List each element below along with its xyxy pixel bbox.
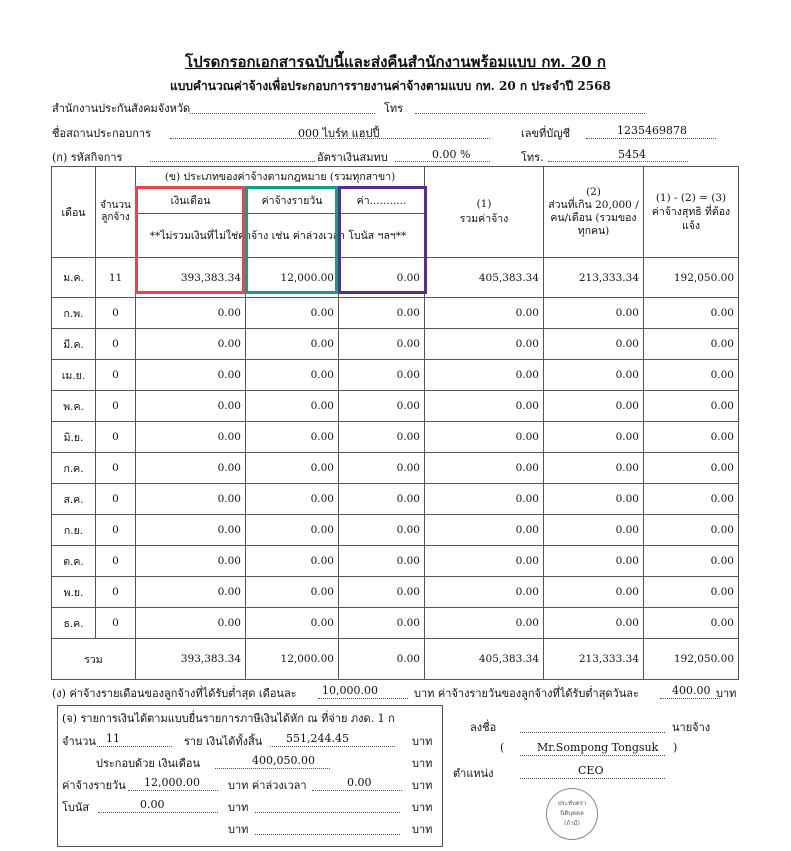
row-employee-count: 0 <box>96 577 136 608</box>
total-net: 192,050.00 <box>644 639 739 680</box>
row-excess[interactable]: 213,333.34 <box>544 258 644 298</box>
tax-count-field[interactable] <box>97 746 172 747</box>
row-other[interactable]: 0.00 <box>339 329 425 360</box>
close-paren: ) <box>673 741 678 754</box>
row-daily[interactable]: 0.00 <box>246 360 339 391</box>
min-monthly-value: 10,000.00 <box>322 684 378 697</box>
total-label: รวม <box>52 639 136 680</box>
table-row <box>52 453 739 484</box>
tax-income-field[interactable] <box>270 746 395 747</box>
tax-income-value: 551,244.45 <box>286 732 349 745</box>
stamp-line-1: ประทับตรา <box>557 800 587 807</box>
row-salary[interactable]: 0.00 <box>136 329 246 360</box>
total-total: 405,383.34 <box>425 639 544 680</box>
tax-ot-unit: บาท <box>412 779 433 792</box>
row-net[interactable]: 0.00 <box>644 422 739 453</box>
table-row <box>52 546 739 577</box>
row-month: มิ.ย. <box>52 422 96 453</box>
business-code-label: (ก) รหัสกิจการ <box>52 151 123 164</box>
company-label: ชื่อสถานประกอบการ <box>52 127 151 140</box>
row-month: พ.ค. <box>52 391 96 422</box>
account-label: เลขที่บัญชี <box>521 127 571 140</box>
row-salary[interactable]: 0.00 <box>136 515 246 546</box>
header-total-num: (1) <box>476 197 492 210</box>
account-field[interactable] <box>586 138 716 139</box>
total-other: 0.00 <box>339 639 425 680</box>
row-employee-count: 0 <box>96 453 136 484</box>
row-other[interactable]: 0.00 <box>339 360 425 391</box>
tax-count-value: 11 <box>106 732 120 745</box>
row-daily[interactable]: 0.00 <box>246 577 339 608</box>
row-net[interactable]: 0.00 <box>644 360 739 391</box>
header-net <box>644 167 739 258</box>
tax-ot-label: บาท ค่าล่วงเวลา <box>228 779 307 792</box>
row-excess[interactable]: 0.00 <box>544 515 644 546</box>
account-value: 1235469878 <box>617 124 687 137</box>
header-excess <box>544 167 644 258</box>
rate-label: อัตราเงินสมทบ <box>317 151 388 164</box>
header-month: เดือน <box>52 167 96 258</box>
tax-extra2-unit2: บาท <box>412 823 433 836</box>
business-code-field[interactable] <box>150 161 315 162</box>
header-wage-types: (ข) ประเภทของค่าจ้างตามกฎหมาย (รวมทุกสาขา) <box>136 167 425 187</box>
row-salary[interactable]: 393,383.34 <box>136 258 246 298</box>
row-month: เม.ย. <box>52 360 96 391</box>
position-value: CEO <box>578 764 604 777</box>
total-salary: 393,383.34 <box>136 639 246 680</box>
row-month: ก.ย. <box>52 515 96 546</box>
row-net[interactable]: 0.00 <box>644 298 739 329</box>
tax-composed-label: ประกอบด้วย เงินเดือน <box>96 757 200 770</box>
row-employee-count: 0 <box>96 391 136 422</box>
row-salary[interactable]: 0.00 <box>136 546 246 577</box>
row-net[interactable]: 0.00 <box>644 546 739 577</box>
header-total-label: รวมค่าจ้าง <box>459 212 509 225</box>
header-note: **ไม่รวมเงินที่ไม่ใช่ค่าจ้าง เช่น ค่าล่วงเวลา โบนัส ฯลฯ** <box>149 230 407 242</box>
row-excess[interactable]: 0.00 <box>544 608 644 639</box>
row-excess[interactable]: 0.00 <box>544 298 644 329</box>
open-paren: ( <box>500 741 505 754</box>
row-daily[interactable]: 0.00 <box>246 546 339 577</box>
row-total[interactable]: 405,383.34 <box>425 258 544 298</box>
office-label: สำนักงานประกันสังคมจังหวัด <box>52 102 191 115</box>
signer-name: Mr.Sompong Tongsuk <box>537 741 659 754</box>
header-excess-label: ส่วนที่เกิน 20,000 /คน/เดือน (รวมของทุกคน) <box>548 199 639 237</box>
row-other[interactable]: 0.00 <box>339 422 425 453</box>
row-daily[interactable]: 0.00 <box>246 484 339 515</box>
row-total[interactable]: 0.00 <box>425 577 544 608</box>
row-salary[interactable]: 0.00 <box>136 298 246 329</box>
row-daily[interactable]: 12,000.00 <box>246 258 339 298</box>
row-daily[interactable]: 0.00 <box>246 608 339 639</box>
row-excess[interactable]: 0.00 <box>544 484 644 515</box>
min-wage-unit: บาท <box>716 687 737 700</box>
company-seal-stamp <box>546 788 598 840</box>
total-excess: 213,333.34 <box>544 639 644 680</box>
tax-persons-label: ราย เงินได้ทั้งสิ้น <box>184 735 263 748</box>
row-total[interactable]: 0.00 <box>425 422 544 453</box>
row-salary[interactable]: 0.00 <box>136 422 246 453</box>
table-row <box>52 515 739 546</box>
row-daily[interactable]: 0.00 <box>246 329 339 360</box>
tax-income-unit: บาท <box>412 735 433 748</box>
rate-value: 0.00 % <box>432 148 471 161</box>
row-other[interactable]: 0.00 <box>339 453 425 484</box>
header-salary: เงินเดือน <box>136 187 246 214</box>
row-other[interactable]: 0.00 <box>339 515 425 546</box>
row-net[interactable]: 0.00 <box>644 484 739 515</box>
row-total[interactable]: 0.00 <box>425 484 544 515</box>
header-total-wage <box>425 167 544 258</box>
tax-bonus-unit: บาท <box>228 801 249 814</box>
row-excess[interactable]: 0.00 <box>544 329 644 360</box>
row-excess[interactable]: 0.00 <box>544 422 644 453</box>
min-daily-field[interactable] <box>660 698 720 699</box>
row-salary[interactable]: 0.00 <box>136 608 246 639</box>
row-excess[interactable]: 0.00 <box>544 577 644 608</box>
tax-ot-value: 0.00 <box>347 776 372 789</box>
row-net[interactable]: 0.00 <box>644 577 739 608</box>
row-employee-count: 0 <box>96 360 136 391</box>
row-employee-count: 0 <box>96 608 136 639</box>
row-excess[interactable]: 0.00 <box>544 453 644 484</box>
table-row <box>52 484 739 515</box>
min-daily-value: 400.00 <box>672 684 711 697</box>
row-excess[interactable]: 0.00 <box>544 391 644 422</box>
tax-count-label: จำนวน <box>62 735 96 748</box>
tax-salary-field[interactable] <box>215 768 330 769</box>
row-month: ม.ค. <box>52 258 96 298</box>
table-row <box>52 422 739 453</box>
row-employee-count: 0 <box>96 515 136 546</box>
row-net[interactable]: 0.00 <box>644 608 739 639</box>
row-salary[interactable]: 0.00 <box>136 453 246 484</box>
company-value: 000 ไบร์ท แฮปปี้ <box>298 127 380 140</box>
row-total[interactable]: 0.00 <box>425 608 544 639</box>
tel-field[interactable] <box>415 113 645 114</box>
table-row <box>52 360 739 391</box>
row-salary[interactable]: 0.00 <box>136 360 246 391</box>
table-row <box>52 577 739 608</box>
tax-extra2-field[interactable] <box>255 834 400 835</box>
row-total[interactable]: 0.00 <box>425 329 544 360</box>
row-net[interactable]: 0.00 <box>644 453 739 484</box>
row-month: ส.ค. <box>52 484 96 515</box>
header-other: ค่า........... <box>339 187 425 214</box>
row-employee-count: 0 <box>96 422 136 453</box>
row-other[interactable]: 0.00 <box>339 258 425 298</box>
row-employee-count: 0 <box>96 298 136 329</box>
name-field[interactable] <box>520 755 665 756</box>
other-highlight-box <box>338 186 427 294</box>
row-daily[interactable]: 0.00 <box>246 422 339 453</box>
row-other[interactable]: 0.00 <box>339 484 425 515</box>
row-other[interactable]: 0.00 <box>339 391 425 422</box>
row-total[interactable]: 0.00 <box>425 546 544 577</box>
tel2-field[interactable] <box>548 161 688 162</box>
table-row <box>52 608 739 639</box>
row-month: ก.พ. <box>52 298 96 329</box>
tax-daily-field[interactable] <box>128 790 218 791</box>
row-daily[interactable]: 0.00 <box>246 298 339 329</box>
header-net-label: ค่าจ้างสุทธิ ที่ต้องแจ้ง <box>651 206 731 232</box>
row-month: ธ.ค. <box>52 608 96 639</box>
row-net[interactable]: 0.00 <box>644 515 739 546</box>
row-month: ต.ค. <box>52 546 96 577</box>
row-month: พ.ย. <box>52 577 96 608</box>
position-field[interactable] <box>520 778 665 779</box>
tax-extra1-field[interactable] <box>255 812 400 813</box>
min-wage-label1: (ง) ค่าจ้างรายเดือนของลูกจ้างที่ได้รับต่ำสุด เดือนละ <box>52 687 297 700</box>
tel2-value: 5454 <box>618 148 646 161</box>
table-row <box>52 298 739 329</box>
tax-daily-value: 12,000.00 <box>144 776 200 789</box>
tax-salary-value: 400,050.00 <box>252 754 315 767</box>
row-total[interactable]: 0.00 <box>425 391 544 422</box>
table-row <box>52 391 739 422</box>
tel-label: โทร <box>384 102 404 115</box>
tel2-label: โทร. <box>521 151 544 164</box>
row-salary[interactable]: 0.00 <box>136 484 246 515</box>
row-net[interactable]: 192,050.00 <box>644 258 739 298</box>
header-employee-count: จำนวน ลูกจ้าง <box>96 167 136 258</box>
header-excess-num: (2) <box>586 186 601 198</box>
row-other[interactable]: 0.00 <box>339 546 425 577</box>
stamp-line-3: (ถ้ามี) <box>564 820 580 827</box>
row-daily[interactable]: 0.00 <box>246 453 339 484</box>
office-field[interactable] <box>190 113 375 114</box>
row-month: มี.ค. <box>52 329 96 360</box>
sign-field[interactable] <box>520 732 665 733</box>
total-daily: 12,000.00 <box>246 639 339 680</box>
min-wage-label2: บาท ค่าจ้างรายวันของลูกจ้างที่ได้รับต่ำสุดวันละ <box>414 687 639 700</box>
row-total[interactable]: 0.00 <box>425 515 544 546</box>
tax-extra1-unit: บาท <box>412 801 433 814</box>
row-total[interactable]: 0.00 <box>425 453 544 484</box>
row-net[interactable]: 0.00 <box>644 391 739 422</box>
tax-ot-field[interactable] <box>312 790 402 791</box>
row-daily[interactable]: 0.00 <box>246 515 339 546</box>
page-title: โปรดกรอกเอกสารฉบับนี้และส่งคืนสำนักงานพร้อมแบบ กท. 20 ก <box>185 53 606 71</box>
position-label: ตำแหน่ง <box>453 767 494 780</box>
header-daily: ค่าจ้างรายวัน <box>246 187 339 214</box>
min-monthly-field[interactable] <box>318 698 408 699</box>
row-total[interactable]: 0.00 <box>425 298 544 329</box>
tax-bonus-label: โบนัส <box>62 801 90 814</box>
tax-extra2-unit: บาท <box>228 823 249 836</box>
page-subtitle: แบบคำนวณค่าจ้างเพื่อประกอบการรายงานค่าจ้างตามแบบ กท. 20 ก ประจำปี 2568 <box>170 79 611 93</box>
row-total[interactable]: 0.00 <box>425 360 544 391</box>
tax-daily-label: ค่าจ้างรายวัน <box>62 779 126 792</box>
row-employee-count: 0 <box>96 484 136 515</box>
daily-highlight-box <box>245 186 338 294</box>
header-net-formula: (1) - (2) = (3) <box>655 192 727 204</box>
table-row <box>52 329 739 360</box>
row-month: ก.ค. <box>52 453 96 484</box>
row-salary[interactable]: 0.00 <box>136 391 246 422</box>
row-employee-count: 11 <box>96 258 136 298</box>
row-excess[interactable]: 0.00 <box>544 360 644 391</box>
salary-highlight-box <box>135 186 245 294</box>
row-employee-count: 0 <box>96 546 136 577</box>
tax-salary-unit: บาท <box>412 757 433 770</box>
row-net[interactable]: 0.00 <box>644 329 739 360</box>
employer-label: นายจ้าง <box>672 721 711 734</box>
tax-bonus-field[interactable] <box>98 812 218 813</box>
row-salary[interactable]: 0.00 <box>136 577 246 608</box>
row-other[interactable]: 0.00 <box>339 577 425 608</box>
row-daily[interactable]: 0.00 <box>246 391 339 422</box>
sign-label: ลงชื่อ <box>470 721 497 734</box>
rate-field[interactable] <box>395 161 490 162</box>
row-employee-count: 0 <box>96 329 136 360</box>
row-excess[interactable]: 0.00 <box>544 546 644 577</box>
tax-title: (จ) รายการเงินได้ตามแบบยื่นรายการภาษีเงินได้หัก ณ ที่จ่าย ภงด. 1 ก <box>62 712 395 725</box>
stamp-line-2: นิติบุคคล <box>560 810 584 817</box>
row-other[interactable]: 0.00 <box>339 608 425 639</box>
tax-bonus-value: 0.00 <box>140 798 165 811</box>
row-other[interactable]: 0.00 <box>339 298 425 329</box>
